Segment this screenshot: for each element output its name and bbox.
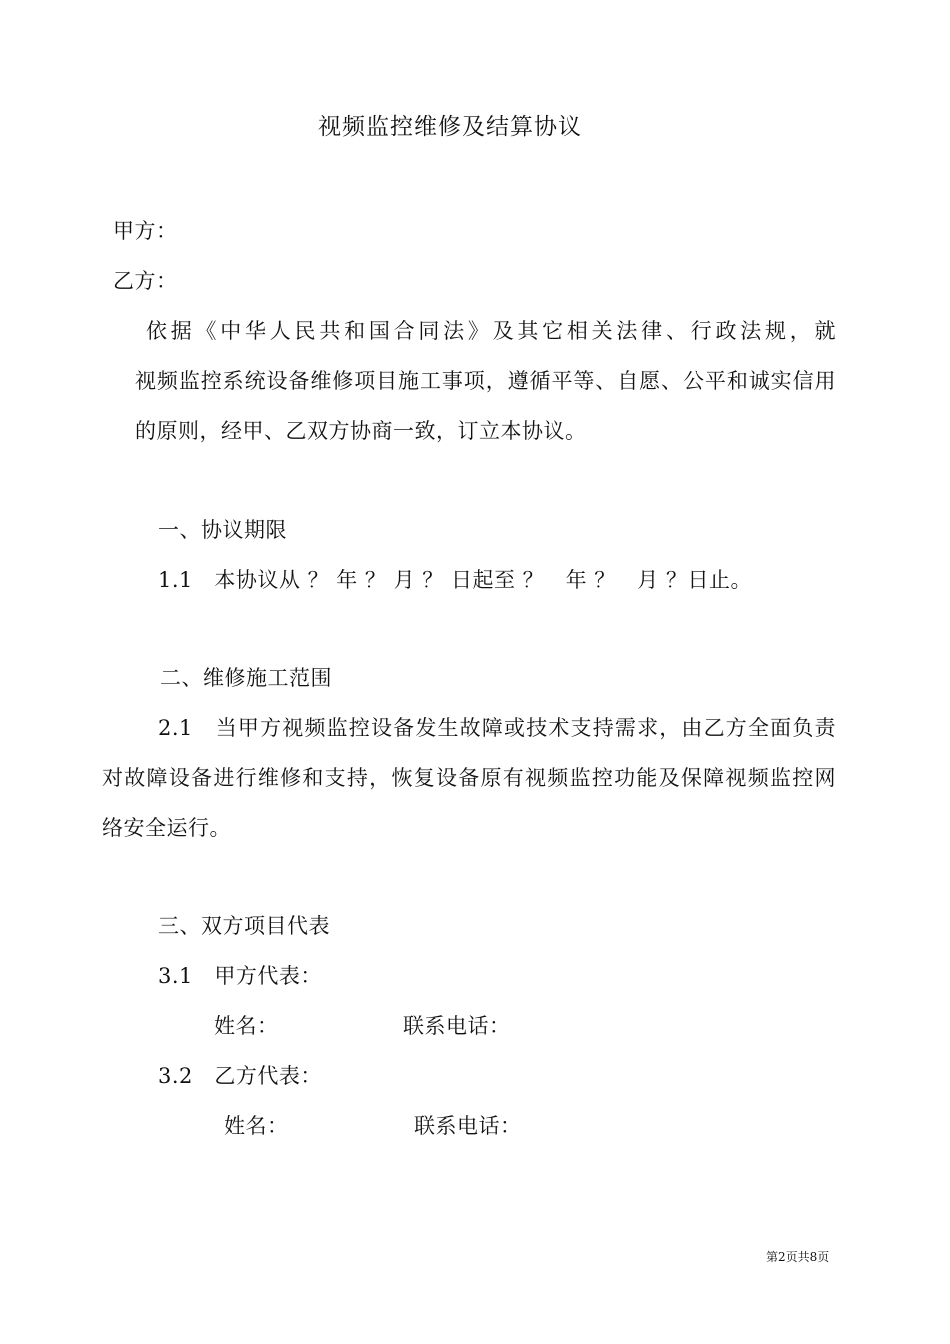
clause-3-2: 3.2 乙方代表： [158,1064,322,1088]
clause-3-1: 3.1 甲方代表： [158,964,322,988]
preamble-line-2: 视频监控系统设备维修项目施工事项，遵循平等、自愿、公平和诚实信用 [135,369,836,393]
clause-2-1-line-3: 络安全运行。 [102,816,231,840]
page-indicator: 第2页共8页 [766,1250,830,1264]
preamble-line-3: 的原则，经甲、乙双方协商一致，订立本协议。 [135,419,587,443]
party-a-rep-phone-label: 联系电话： [403,1014,511,1038]
section-heading-representatives: 三、双方项目代表 [158,914,330,938]
clause-2-1-line-2: 对故障设备进行维修和支持，恢复设备原有视频监控功能及保障视频监控网 [102,766,836,790]
document-title: 视频监控维修及结算协议 [318,114,582,140]
party-b-label: 乙方： [113,269,178,293]
party-a-rep-name-label: 姓名： [214,1014,279,1038]
preamble-line-1: 依据《中华人民共和国合同法》及其它相关法律、行政法规，就 [146,319,836,343]
clause-1-1: 1.1 本协议从 ？ 年 ？ 月 ？ 日起至 ？ 年 ？ 月 ？日止。 [158,568,752,592]
party-b-rep-phone-label: 联系电话： [414,1114,522,1138]
section-heading-scope: 二、维修施工范围 [160,666,332,690]
party-a-label: 甲方： [113,219,178,243]
clause-2-1-line-1: 2.1 当甲方视频监控设备发生故障或技术支持需求，由乙方全面负责 [158,716,836,740]
section-heading-term: 一、协议期限 [158,518,287,542]
party-b-rep-name-label: 姓名： [224,1114,289,1138]
